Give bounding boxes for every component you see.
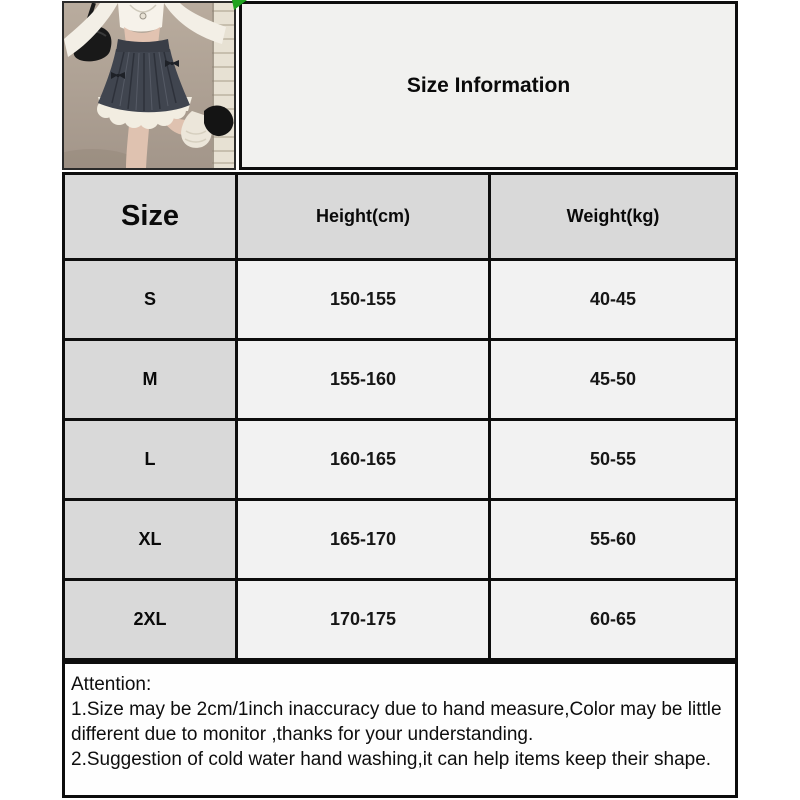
size-label-m: M <box>65 341 235 418</box>
size-table <box>62 172 738 661</box>
size-label-xl: XL <box>65 501 235 578</box>
product-photo-image <box>64 3 234 168</box>
attention-heading: Attention: <box>71 674 152 695</box>
weight-value-s: 40-45 <box>491 261 735 338</box>
size-label-s: S <box>65 261 235 338</box>
size-label-2xl: 2XL <box>65 581 235 658</box>
weight-value-m: 45-50 <box>491 341 735 418</box>
weight-value-xl: 55-60 <box>491 501 735 578</box>
col-header-weight: Weight(kg) <box>491 175 735 258</box>
height-value-l: 160-165 <box>238 421 488 498</box>
height-value-2xl: 170-175 <box>238 581 488 658</box>
height-value-xl: 165-170 <box>238 501 488 578</box>
height-value-m: 155-160 <box>238 341 488 418</box>
page-title: Size Information <box>406 73 571 97</box>
col-header-height: Height(cm) <box>238 175 488 258</box>
green-corner-icon <box>232 0 247 10</box>
col-header-size: Size <box>65 175 235 258</box>
attention-line-3: 2.Suggestion of cold water hand washing,it can help items keep their shape. <box>71 749 712 770</box>
weight-value-l: 50-55 <box>491 421 735 498</box>
height-value-s: 150-155 <box>238 261 488 338</box>
attention-line-1: 1.Size may be 2cm/1inch inaccuracy due to hand measure,Color may be little <box>71 699 722 720</box>
weight-value-2xl: 60-65 <box>491 581 735 658</box>
product-photo <box>62 1 236 170</box>
attention-note <box>62 661 738 798</box>
title-box <box>239 1 738 170</box>
size-label-l: L <box>65 421 235 498</box>
attention-line-2: different due to monitor ,thanks for your understanding. <box>71 724 534 745</box>
